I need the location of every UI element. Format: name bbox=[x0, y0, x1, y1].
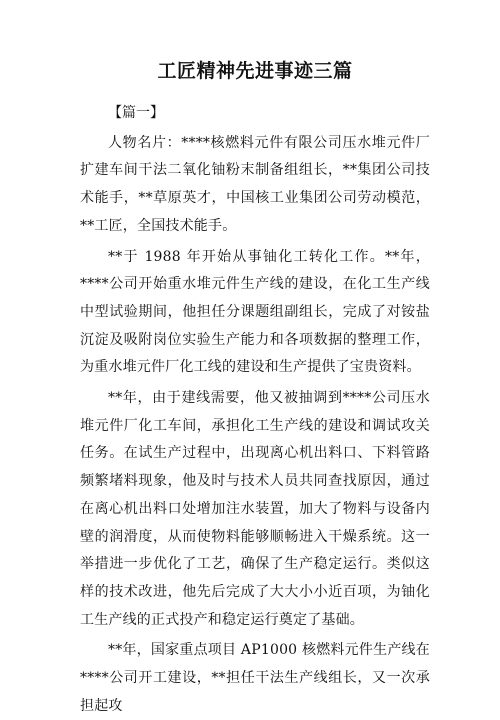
body-paragraph-2: **于 1988 年开始从事铀化工转化工作。**年，****公司开始重水堆元件生产线的建设，在化工生产线中型试验期间，他担任分课题组副组长，完成了对铵盐沉淀及吸附岗位实验生产能力和各项数据的整理工作，为重水堆元件厂化工线的建设和生产提供了宝贵资料。 bbox=[80, 248, 430, 376]
body-paragraph-1: 人物名片：****核燃料元件有限公司压水堆元件厂扩建车间干法二氧化铀粉末制备组组长，**集团公司技术能手，**草原英才，中国核工业集团公司劳动模范，**工匠，全国技术能手。 bbox=[80, 134, 430, 234]
section-heading: 【篇一】 bbox=[108, 105, 164, 121]
body-paragraph-4: **年，国家重点项目 AP1000 核燃料元件生产线在****公司开工建设，**担任干法生产线组长，又一次承担起攻 bbox=[80, 642, 430, 714]
body-paragraph-3: **年，由于建线需要，他又被抽调到****公司压水堆元件厂化工车间，承担化工生产线的建设和调试攻关任务。在试生产过程中，出现离心机出料口、下料管路频繁堵料现象，他及时与技术人员共同查找原因，通过在离心机出料口处增加注水装置，加大了物料与设备内壁的润滑度，从而使物料能够顺畅进入干燥系统。这一举措进一步优化了工艺，确保了生产稳定运行。类似这样的技术改进，他先后完成了大大小小近百项，为铀化工生产线的正式投产和稳定运行奠定了基础。 bbox=[80, 390, 430, 628]
document-title: 工匠精神先进事迹三篇 bbox=[157, 60, 353, 82]
